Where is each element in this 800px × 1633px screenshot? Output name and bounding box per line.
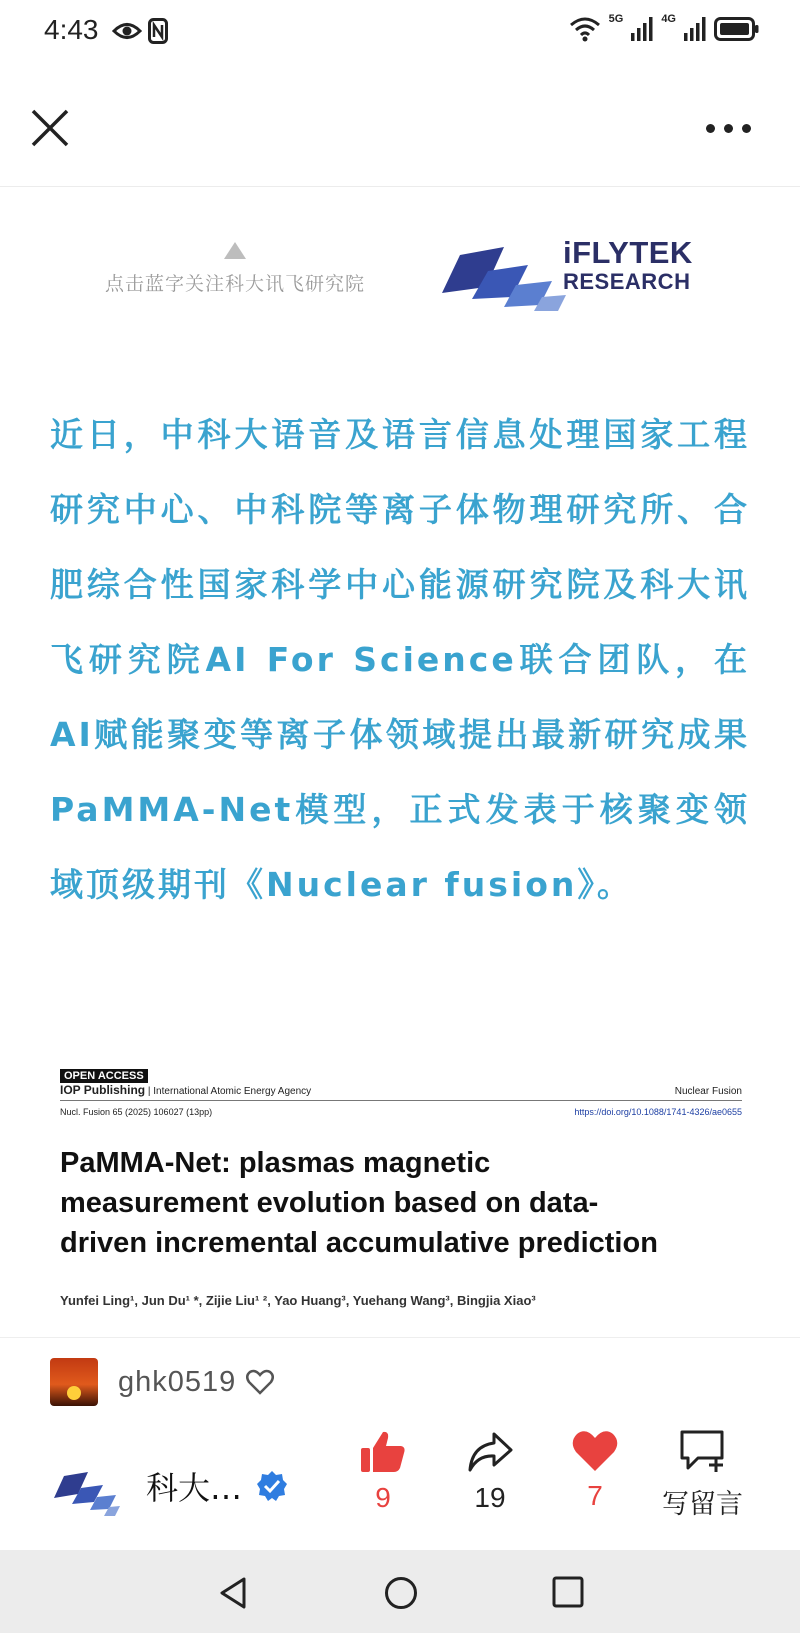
home-icon[interactable] bbox=[384, 1576, 418, 1610]
publisher-row: IOP Publishing | International Atomic Energy Agency Nuclear Fusion bbox=[60, 1083, 742, 1101]
up-arrow-icon bbox=[224, 242, 246, 259]
paper-screenshot bbox=[60, 1064, 742, 1308]
share-arrow-icon bbox=[466, 1428, 514, 1476]
account-info[interactable] bbox=[54, 1456, 288, 1516]
top-nav-bar bbox=[0, 66, 800, 187]
follow-text: 点击蓝字关注科大讯飞研究院 bbox=[104, 273, 365, 295]
signal1-label: 5G bbox=[608, 13, 624, 25]
like-button[interactable] bbox=[338, 1428, 428, 1514]
account-name[interactable]: 科大… bbox=[146, 1469, 243, 1507]
comment-label: 写留言 bbox=[662, 1489, 743, 1520]
favorite-count: 7 bbox=[587, 1480, 603, 1511]
paper-authors: Yunfei Ling¹, Jun Du¹ *, Zijie Liu¹ ², Yao Huang³, Yuehang Wang³, Bingjia Xiao³ bbox=[60, 1293, 536, 1308]
heart-outline-icon[interactable] bbox=[246, 1369, 274, 1395]
publisher-extra: International Atomic Energy Agency bbox=[153, 1086, 312, 1097]
sharer-row[interactable] bbox=[50, 1358, 274, 1406]
status-time: 4:43 bbox=[44, 14, 99, 45]
wifi-icon bbox=[569, 16, 601, 42]
share-count: 19 bbox=[474, 1482, 506, 1513]
share-button[interactable] bbox=[445, 1428, 535, 1514]
brand-line2: RESEARCH bbox=[563, 269, 691, 294]
close-icon[interactable] bbox=[28, 106, 72, 150]
thumbs-up-icon bbox=[359, 1428, 407, 1476]
paper-title: PaMMA-Net: plasmas magnetic measurement evolution based on data-driven incremental accumulative prediction bbox=[60, 1147, 658, 1259]
open-access-badge: OPEN ACCESS bbox=[60, 1069, 148, 1083]
follow-prompt[interactable] bbox=[80, 242, 390, 296]
battery-icon bbox=[714, 17, 760, 41]
comment-add-icon bbox=[678, 1428, 728, 1476]
eye-icon bbox=[112, 20, 142, 42]
publisher-name: IOP Publishing bbox=[60, 1083, 146, 1097]
verified-badge-icon bbox=[256, 1470, 288, 1502]
favorite-button[interactable] bbox=[550, 1428, 640, 1512]
bottom-action-bar bbox=[0, 1337, 800, 1551]
like-count: 9 bbox=[375, 1482, 391, 1513]
status-bar bbox=[0, 0, 800, 66]
signal-icon bbox=[631, 17, 653, 41]
brand-line1: iFLYTEK bbox=[563, 235, 693, 270]
sharer-name[interactable]: ghk0519 bbox=[118, 1365, 237, 1398]
account-logo-icon[interactable] bbox=[54, 1456, 120, 1516]
citation: Nucl. Fusion 65 (2025) 106027 (13pp) bbox=[60, 1107, 213, 1117]
back-icon[interactable] bbox=[218, 1576, 248, 1610]
avatar[interactable] bbox=[50, 1358, 98, 1406]
journal-name: Nuclear Fusion bbox=[674, 1086, 742, 1097]
recents-icon[interactable] bbox=[552, 1576, 584, 1608]
doi-link[interactable]: https://doi.org/10.1088/1741-4326/ae0655 bbox=[574, 1107, 742, 1117]
signal2-label: 4G bbox=[661, 13, 676, 25]
citation-row bbox=[60, 1107, 742, 1117]
brand-name bbox=[563, 237, 693, 295]
article-content bbox=[0, 187, 800, 1337]
signal-icon bbox=[684, 17, 706, 41]
nfc-icon bbox=[148, 18, 168, 44]
system-nav-bar bbox=[0, 1550, 800, 1633]
more-icon[interactable] bbox=[706, 118, 756, 138]
heart-icon bbox=[571, 1428, 619, 1474]
intro-paragraph: 近日，中科大语音及语言信息处理国家工程研究中心、中科院等离子体物理研究所、合肥综合性国家科学中心能源研究院及科大讯飞研究院AI For Science联合团队，在AI赋能聚变等离子体领域提出最新研究成果PaMMA-Net模型，正式发表于核聚变领域顶级期刊《Nuclear fusion》。 bbox=[50, 415, 750, 904]
comment-button[interactable] bbox=[655, 1428, 750, 1521]
